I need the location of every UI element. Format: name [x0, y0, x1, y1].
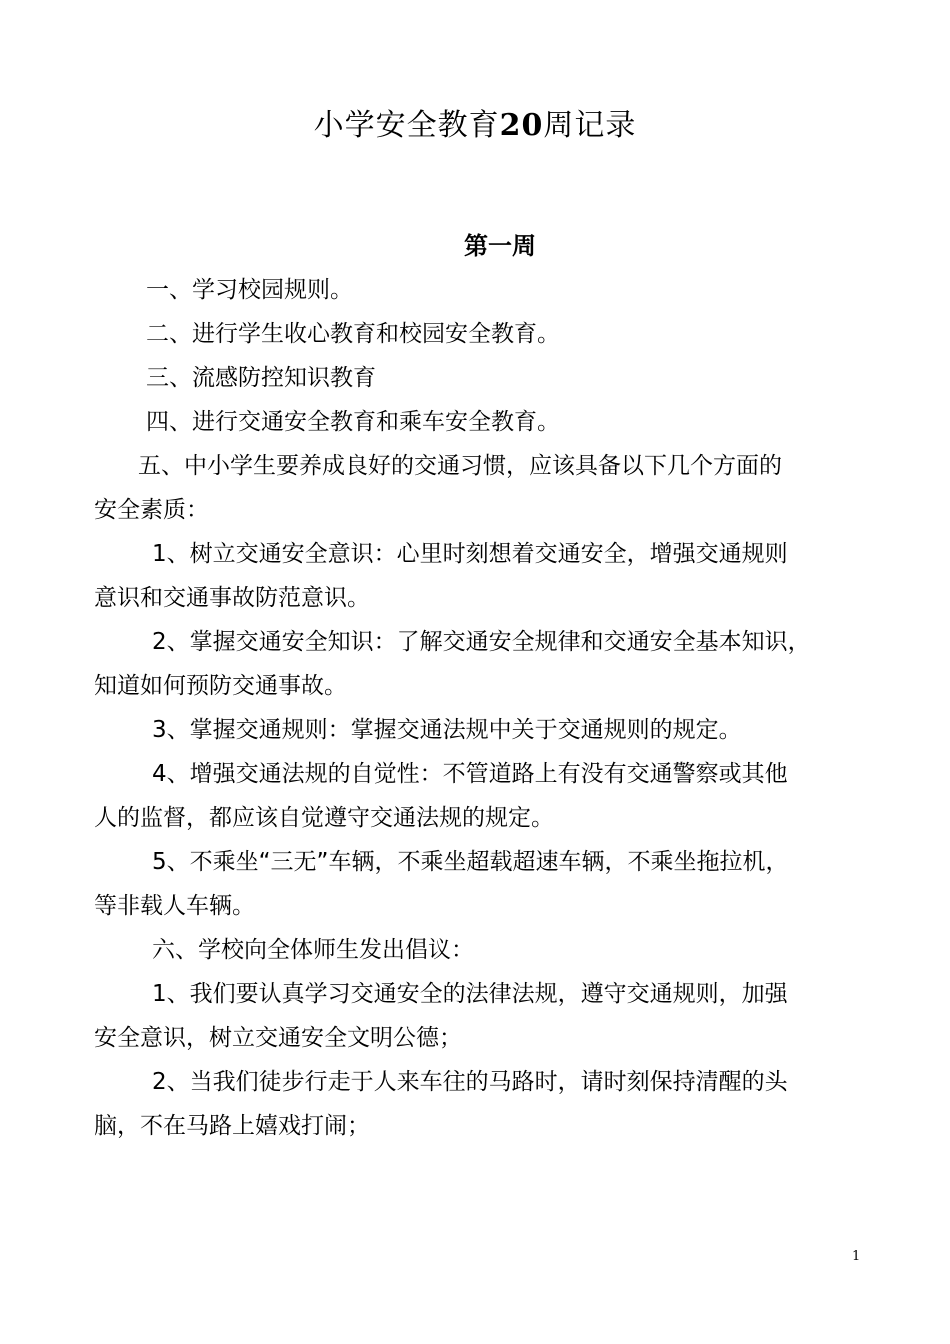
paragraph-line: 5、不乘坐“三无”车辆，不乘坐超载超速车辆，不乘坐拖拉机，: [152, 849, 789, 875]
paragraph-line: 安全意识，树立交通安全文明公德；: [94, 1025, 462, 1051]
title-prefix: 小学安全教育: [313, 108, 500, 143]
paragraph-line: 脑，不在马路上嬉戏打闹；: [94, 1113, 370, 1139]
title-number: 20: [499, 108, 544, 143]
paragraph-line: 人的监督，都应该自觉遵守交通法规的规定。: [94, 805, 554, 831]
paragraph-line: 意识和交通事故防范意识。: [94, 585, 370, 611]
paragraph-line: 四、进行交通安全教育和乘车安全教育。: [146, 409, 560, 435]
paragraph-line: 1、我们要认真学习交通安全的法律法规，遵守交通规则，加强: [152, 981, 788, 1007]
paragraph-line: 2、当我们徒步行走于人来车往的马路时，请时刻保持清醒的头: [152, 1069, 788, 1095]
paragraph-line: 3、掌握交通规则：掌握交通法规中关于交通规则的规定。: [152, 717, 742, 743]
paragraph-line: 2、掌握交通安全知识：了解交通安全规律和交通安全基本知识，: [152, 629, 811, 655]
paragraph-line: 二、进行学生收心教育和校园安全教育。: [146, 321, 560, 347]
title-suffix: 周记录: [543, 108, 637, 143]
paragraph-line: 三、流感防控知识教育: [146, 365, 376, 391]
page-number: 1: [852, 1249, 861, 1264]
paragraph-line: 1、树立交通安全意识：心里时刻想着交通安全，增强交通规则: [152, 541, 788, 567]
document-body: [94, 268, 878, 1148]
paragraph-line: 五、中小学生要养成良好的交通习惯，应该具备以下几个方面的: [138, 453, 782, 479]
paragraph-line: 六、学校向全体师生发出倡议：: [152, 937, 474, 963]
paragraph-line: 4、增强交通法规的自觉性：不管道路上有没有交通警察或其他: [152, 761, 788, 787]
week-heading: 第一周: [464, 232, 536, 260]
paragraph-line: 知道如何预防交通事故。: [94, 673, 347, 699]
paragraph-line: 等非载人车辆。: [94, 893, 255, 919]
document-title: [0, 104, 950, 148]
paragraph-line: 一、学习校园规则。: [146, 277, 353, 303]
paragraph-line: 安全素质：: [94, 497, 209, 523]
